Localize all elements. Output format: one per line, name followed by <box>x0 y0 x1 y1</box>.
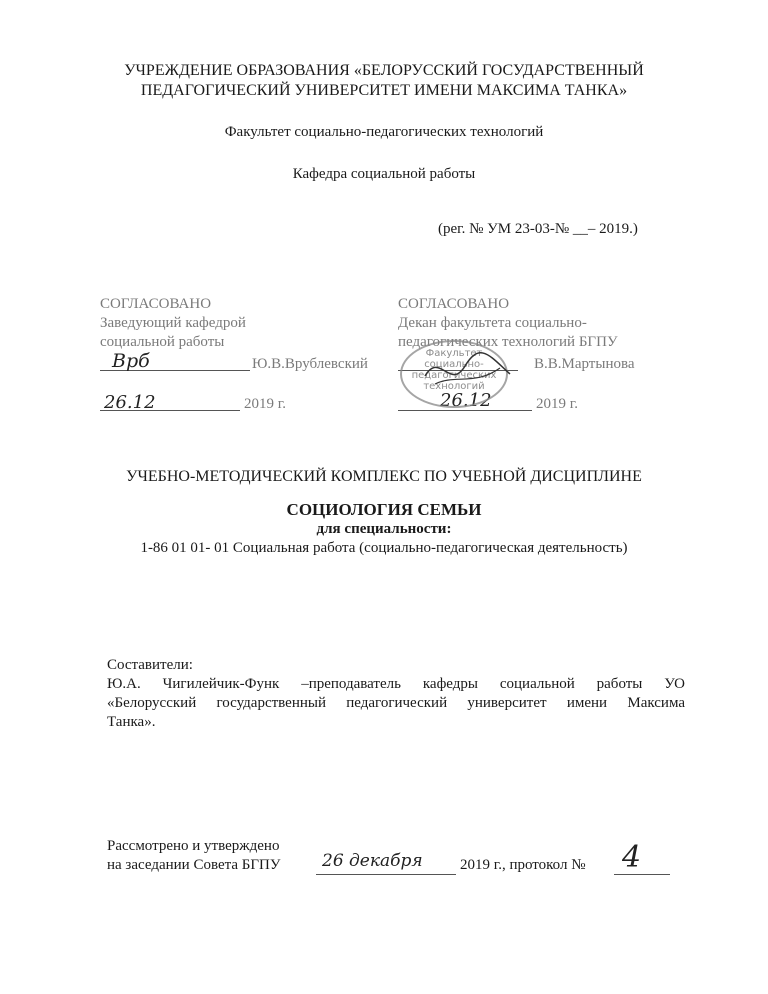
complex-title: УЧЕБНО-МЕТОДИЧЕСКИЙ КОМПЛЕКС ПО УЧЕБНОЙ ДИСЦИПЛИНЕ <box>126 468 642 485</box>
left-date-handwritten: 26.12 <box>104 392 156 413</box>
right-approval-role-2: педагогических технологий БГПУ <box>398 334 618 350</box>
authors-label: Составители: <box>107 657 193 673</box>
protocol-number-handwritten: 4 <box>622 840 642 875</box>
authors-line-1: Ю.А. Чигилейчик-Функ –преподаватель кафедры социальной работы УО <box>107 676 685 692</box>
right-signature-scribble <box>420 346 520 396</box>
approved-date-line <box>316 874 456 875</box>
specialty-text: 1-86 01 01- 01 Социальная работа (социально-педагогическая деятельность) <box>140 540 628 556</box>
faculty-name: Факультет социально-педагогических технологий <box>224 124 544 140</box>
stamp-line-4: технологий <box>423 381 485 392</box>
stamp-line-2: социально- <box>424 359 484 370</box>
authors-line-3: Танка». <box>107 714 156 730</box>
right-approval-heading: СОГЛАСОВАНО <box>398 296 510 312</box>
right-date-handwritten: 26.12 <box>440 390 492 411</box>
for-specialty-label: для специальности: <box>316 521 452 537</box>
stamp-line-1: Факультет <box>425 348 483 359</box>
left-approver-name: Ю.В.Врублевский <box>252 356 368 372</box>
left-approval-role-1: Заведующий кафедрой <box>100 315 246 331</box>
department-name: Кафедра социальной работы <box>292 166 476 182</box>
registration-number: (рег. № УМ 23-03-№ __– 2019.) <box>438 221 638 237</box>
left-year: 2019 г. <box>244 396 286 412</box>
approved-year-protocol: 2019 г., протокол № <box>460 857 586 873</box>
institution-line-2: ПЕДАГОГИЧЕСКИЙ УНИВЕРСИТЕТ ИМЕНИ МАКСИМА ТАНКА» <box>140 82 628 99</box>
discipline-title: СОЦИОЛОГИЯ СЕМЬИ <box>286 500 482 519</box>
authors-line-2: «Белорусский государственный педагогический университет имени Максима <box>107 695 685 711</box>
left-approval-heading: СОГЛАСОВАНО <box>100 296 212 312</box>
right-approver-name: В.В.Мартынова <box>534 356 635 372</box>
stamp-line-3: педагогических <box>411 370 497 381</box>
left-signature: Врб <box>112 350 150 372</box>
institution-line-1: УЧРЕЖДЕНИЕ ОБРАЗОВАНИЯ «БЕЛОРУССКИЙ ГОСУДАРСТВЕННЫЙ <box>124 62 644 79</box>
approved-council-label: на заседании Совета БГПУ <box>107 857 281 873</box>
left-approval-role-2: социальной работы <box>100 334 225 350</box>
approved-date-handwritten: 26 декабря <box>322 851 423 871</box>
right-year: 2019 г. <box>536 396 578 412</box>
right-approval-role-1: Декан факультета социально- <box>398 315 587 331</box>
approved-line-1: Рассмотрено и утверждено <box>107 838 280 854</box>
